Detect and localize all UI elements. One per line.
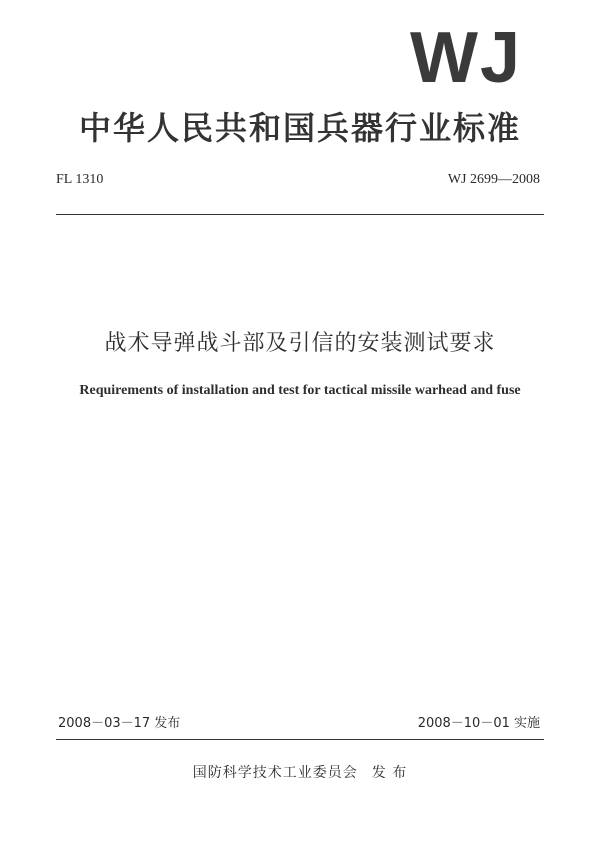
classification-code: FL 1310: [56, 172, 104, 187]
standard-number: WJ 2699—2008: [447, 172, 540, 187]
issuer-action: 发 布: [371, 765, 408, 781]
footer-divider: [56, 739, 544, 740]
issuer-line: [0, 764, 600, 782]
header-divider: [56, 214, 544, 215]
issuer-name: 国防科学技术工业委员会: [192, 765, 358, 781]
standard-category-title: 中华人民共和国兵器行业标准: [78, 109, 521, 147]
implementation-date: 2008－10－01 实施: [417, 716, 540, 731]
document-title-english: Requirements of installation and test for tactical missile warhead and fuse: [79, 383, 521, 398]
document-title-chinese: 战术导弹战斗部及引信的安装测试要求: [104, 331, 496, 356]
issue-date: 2008－03－17 发布: [58, 716, 181, 731]
standard-logo: WJ: [410, 18, 522, 98]
